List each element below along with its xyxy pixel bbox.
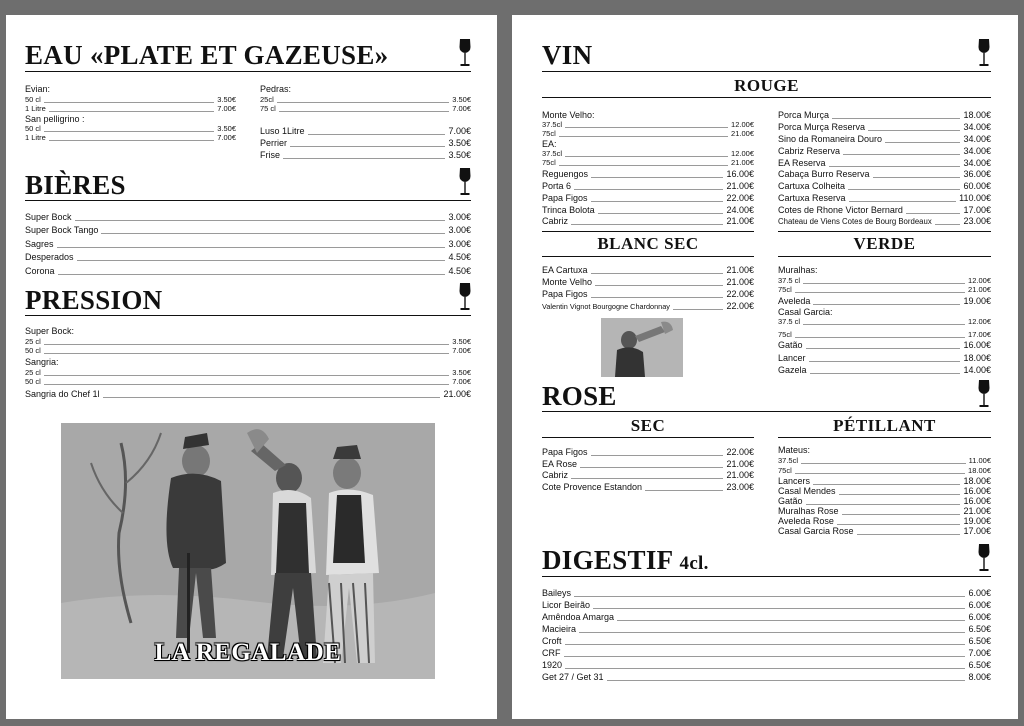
section-rule	[25, 71, 471, 72]
item-price: 21.00€	[443, 389, 471, 399]
price-row	[260, 138, 471, 149]
item-price: 18.00€	[968, 466, 991, 475]
item-name: Porca Murça Reserva	[778, 122, 866, 132]
price-row	[778, 317, 991, 326]
item-price: 21.00€	[726, 265, 754, 275]
subsection-title-petillant: PÉTILLANT	[833, 416, 936, 435]
item-price: 17.00€	[968, 330, 991, 339]
item-name: 25 cl	[25, 368, 41, 377]
item-name: Sino da Romaneira Douro	[778, 134, 883, 144]
item-name: 1920	[542, 660, 563, 670]
item-price: 3.00€	[448, 225, 471, 235]
mateus-label: Mateus:	[778, 445, 811, 455]
price-row	[25, 346, 471, 355]
item-price: 7.00€	[217, 133, 236, 142]
price-row	[542, 129, 754, 138]
section-rule	[778, 437, 991, 438]
digestif-unit: 4cl.	[679, 553, 709, 574]
price-row	[542, 612, 991, 623]
section-rule	[542, 256, 754, 257]
price-row	[25, 225, 471, 236]
wine-glass-icon	[977, 38, 991, 68]
item-price: 23.00€	[963, 216, 991, 226]
item-price: 21.00€	[731, 158, 754, 167]
menu-page-left	[6, 15, 497, 719]
item-name: Reguengos	[542, 169, 589, 179]
item-name: Cabriz	[542, 470, 569, 480]
section-title-rose: ROSE	[542, 381, 617, 411]
item-price: 12.00€	[731, 149, 754, 158]
sangria-label: Sangria:	[25, 357, 59, 367]
price-row	[542, 169, 754, 180]
item-name: Super Bock Tango	[25, 225, 99, 235]
ea-label: EA:	[542, 139, 557, 149]
section-rule	[542, 576, 991, 577]
price-row	[542, 158, 754, 167]
item-price: 21.00€	[726, 459, 754, 469]
item-name: 1 Litre	[25, 104, 46, 113]
item-name: CRF	[542, 648, 561, 658]
item-name: Licor Beirão	[542, 600, 591, 610]
price-row	[778, 526, 991, 537]
price-row	[778, 330, 991, 339]
price-row	[25, 377, 471, 386]
item-price: 34.00€	[963, 122, 991, 132]
price-row	[542, 277, 754, 288]
item-price: 7.00€	[452, 346, 471, 355]
item-price: 3.50€	[452, 368, 471, 377]
item-name: Aveleda	[778, 296, 811, 306]
price-row	[260, 104, 471, 113]
item-price: 3.00€	[448, 239, 471, 249]
item-price: 7.00€	[452, 104, 471, 113]
item-price: 12.00€	[968, 276, 991, 285]
item-name: Papa Figos	[542, 447, 588, 457]
item-name: Cartuxa Reserva	[778, 193, 846, 203]
item-name: Cote Provence Estandon	[542, 482, 643, 492]
price-row	[25, 266, 471, 277]
item-name: 37.5cl	[542, 120, 563, 129]
item-name: EA Reserva	[778, 158, 826, 168]
item-price: 21.00€	[726, 277, 754, 287]
price-row	[542, 648, 991, 659]
illustration-caption: LA REGALADE	[154, 639, 342, 666]
price-row	[542, 636, 991, 647]
price-row	[778, 456, 991, 465]
item-name: 37.5cl	[542, 149, 563, 158]
price-row	[778, 353, 991, 364]
item-price: 11.00€	[968, 456, 991, 465]
item-name: 25cl	[260, 95, 274, 104]
price-row	[778, 110, 991, 121]
price-row	[778, 466, 991, 475]
item-price: 22.00€	[726, 193, 754, 203]
section-rule	[25, 315, 471, 316]
item-name: Get 27 / Get 31	[542, 672, 604, 682]
price-row	[25, 95, 236, 104]
item-price: 24.00€	[726, 205, 754, 215]
item-price: 21.00€	[731, 129, 754, 138]
illustration-drawing	[601, 318, 683, 377]
item-name: Trinca Bolota	[542, 205, 595, 215]
price-row	[778, 285, 991, 294]
item-price: 3.50€	[448, 150, 471, 160]
item-name: 50 cl	[25, 124, 41, 133]
price-row	[542, 672, 991, 683]
wine-glass-icon	[458, 38, 472, 68]
price-row	[542, 470, 754, 481]
muralhas-label: Muralhas:	[778, 265, 818, 275]
price-row	[542, 660, 991, 671]
item-name: 75cl	[778, 330, 792, 339]
item-price: 16.00€	[963, 496, 991, 506]
casal-garcia-label: Casal Garcia:	[778, 307, 833, 317]
price-row	[25, 133, 236, 142]
item-price: 4.50€	[448, 266, 471, 276]
price-row	[542, 193, 754, 204]
price-row	[778, 193, 991, 204]
item-price: 21.00€	[726, 470, 754, 480]
san-pellegrino-label: San pelligrino :	[25, 114, 85, 124]
item-price: 18.00€	[963, 353, 991, 363]
item-price: 21.00€	[963, 506, 991, 516]
price-row	[542, 482, 754, 493]
item-name: 25 cl	[25, 337, 41, 346]
price-row	[542, 265, 754, 276]
item-name: Corona	[25, 266, 55, 276]
section-rule	[542, 411, 991, 412]
item-name: Cabaça Burro Reserva	[778, 169, 870, 179]
item-price: 6.50€	[968, 660, 991, 670]
price-row	[778, 169, 991, 180]
price-row	[25, 212, 471, 223]
item-name: Luso 1Litre	[260, 126, 305, 136]
price-row	[542, 120, 754, 129]
section-rule	[778, 231, 991, 232]
price-row	[25, 239, 471, 250]
item-price: 21.00€	[726, 181, 754, 191]
item-price: 3.00€	[448, 212, 471, 222]
item-price: 4.50€	[448, 252, 471, 262]
price-row	[25, 104, 236, 113]
price-row	[542, 205, 754, 216]
item-price: 17.00€	[963, 526, 991, 536]
digestif-title: DIGESTIF	[542, 545, 673, 575]
price-row	[25, 252, 471, 263]
price-row	[542, 289, 754, 300]
subsection-title-rouge: ROUGE	[734, 76, 799, 95]
item-price: 19.00€	[963, 296, 991, 306]
item-price: 22.00€	[726, 289, 754, 299]
item-name: 50 cl	[25, 95, 41, 104]
item-price: 6.50€	[968, 636, 991, 646]
item-name: Casal Mendes	[778, 486, 836, 496]
item-price: 7.00€	[452, 377, 471, 386]
item-name: 37.5 cl	[778, 317, 801, 326]
item-name: Lancer	[778, 353, 806, 363]
wine-glass-icon	[977, 543, 991, 573]
menu-page-right	[512, 15, 1018, 719]
item-name: 75cl	[542, 158, 556, 167]
item-name: 75 cl	[260, 104, 276, 113]
small-illustration	[601, 318, 683, 377]
item-price: 3.50€	[217, 95, 236, 104]
item-price: 18.00€	[963, 110, 991, 120]
item-name: Aveleda Rose	[778, 516, 834, 526]
price-row	[542, 301, 754, 312]
wine-glass-icon	[458, 167, 472, 197]
pedras-label: Pedras:	[260, 84, 292, 94]
item-name: Super Bock	[25, 212, 72, 222]
item-price: 34.00€	[963, 158, 991, 168]
price-row	[542, 459, 754, 470]
item-name: 1 Litre	[25, 133, 46, 142]
item-price: 7.00€	[968, 648, 991, 658]
item-name: Valentin Vignot Bourgogne Chardonnay	[542, 302, 670, 311]
item-price: 7.00€	[217, 104, 236, 113]
item-price: 3.50€	[217, 124, 236, 133]
item-name: Gazela	[778, 365, 807, 375]
item-price: 12.00€	[968, 317, 991, 326]
price-row	[778, 276, 991, 285]
price-row	[778, 205, 991, 216]
item-name: Gatão	[778, 496, 803, 506]
price-row	[778, 181, 991, 192]
item-name: Croft	[542, 636, 562, 646]
item-price: 21.00€	[726, 216, 754, 226]
item-name: Desperados	[25, 252, 74, 262]
item-name: Muralhas Rose	[778, 506, 839, 516]
section-rule	[25, 200, 471, 201]
item-price: 60.00€	[963, 181, 991, 191]
price-row	[542, 588, 991, 599]
item-price: 3.50€	[448, 138, 471, 148]
section-rule	[542, 71, 991, 72]
section-rule	[542, 97, 991, 98]
price-row	[778, 365, 991, 376]
price-row	[25, 368, 471, 377]
price-row	[542, 447, 754, 458]
item-price: 22.00€	[726, 447, 754, 457]
price-row	[542, 149, 754, 158]
item-name: Baileys	[542, 588, 572, 598]
evian-label: Evian:	[25, 84, 51, 94]
item-name: Porca Murça	[778, 110, 830, 120]
item-price: 16.00€	[963, 486, 991, 496]
item-name: Sagres	[25, 239, 54, 249]
subsection-title-sec: SEC	[630, 416, 666, 435]
item-name: Papa Figos	[542, 193, 588, 203]
item-name: 37.5cl	[778, 456, 799, 465]
item-name: Casal Garcia Rose	[778, 526, 854, 536]
item-name: Frise	[260, 150, 280, 160]
item-name: 37.5 cl	[778, 276, 801, 285]
item-price: 6.00€	[968, 600, 991, 610]
item-name: 75cl	[542, 129, 556, 138]
item-name: Lancers	[778, 476, 811, 486]
item-price: 14.00€	[963, 365, 991, 375]
item-price: 21.00€	[968, 285, 991, 294]
menu-illustration	[61, 423, 435, 679]
price-row	[260, 95, 471, 104]
price-row	[260, 150, 471, 161]
price-row	[542, 600, 991, 611]
item-price: 7.00€	[448, 126, 471, 136]
item-name: 50 cl	[25, 346, 41, 355]
price-row	[778, 216, 991, 227]
price-row	[25, 389, 471, 400]
section-rule	[778, 256, 991, 257]
price-row	[542, 181, 754, 192]
price-row	[542, 216, 754, 227]
item-name: Perrier	[260, 138, 288, 148]
monte-velho-label: Monte Velho:	[542, 110, 595, 120]
item-price: 36.00€	[963, 169, 991, 179]
item-price: 34.00€	[963, 146, 991, 156]
item-name: Cartuxa Colheita	[778, 181, 846, 191]
price-row	[778, 158, 991, 169]
item-name: 75cl	[778, 285, 792, 294]
section-title-bieres: BIÈRES	[25, 170, 126, 200]
item-price: 3.50€	[452, 95, 471, 104]
item-price: 19.00€	[963, 516, 991, 526]
item-price: 6.50€	[968, 624, 991, 634]
item-price: 34.00€	[963, 134, 991, 144]
item-price: 16.00€	[963, 340, 991, 350]
item-price: 23.00€	[726, 482, 754, 492]
wine-glass-icon	[977, 379, 991, 409]
price-row	[778, 340, 991, 351]
item-name: Chateau de Viens Cotes de Bourg Bordeaux	[778, 217, 932, 226]
super-bock-label: Super Bock:	[25, 326, 75, 336]
section-title-vin: VIN	[542, 40, 593, 70]
item-name: 75cl	[778, 466, 792, 475]
item-name: Papa Figos	[542, 289, 588, 299]
item-name: Cotes de Rhone Victor Bernard	[778, 205, 903, 215]
section-title-eau: EAU «PLATE ET GAZEUSE»	[25, 40, 389, 70]
item-name: Porta 6	[542, 181, 572, 191]
item-name: Cabriz Reserva	[778, 146, 841, 156]
price-row	[542, 624, 991, 635]
item-name: Cabriz	[542, 216, 569, 226]
item-price: 6.00€	[968, 588, 991, 598]
price-row	[25, 124, 236, 133]
item-price: 18.00€	[963, 476, 991, 486]
item-price: 16.00€	[726, 169, 754, 179]
price-row	[260, 126, 471, 137]
section-rule	[542, 231, 754, 232]
item-price: 12.00€	[731, 120, 754, 129]
price-row	[778, 134, 991, 145]
wine-glass-icon	[458, 282, 472, 312]
item-price: 110.00€	[959, 193, 991, 203]
item-name: Gatão	[778, 340, 803, 350]
item-name: EA Rose	[542, 459, 578, 469]
item-name: Amêndoa Amarga	[542, 612, 615, 622]
section-title-digestif	[542, 547, 709, 574]
section-rule	[542, 437, 754, 438]
price-row	[25, 337, 471, 346]
item-price: 3.50€	[452, 337, 471, 346]
price-row	[778, 146, 991, 157]
item-price: 17.00€	[963, 205, 991, 215]
price-row	[778, 122, 991, 133]
item-name: 50 cl	[25, 377, 41, 386]
item-price: 6.00€	[968, 612, 991, 622]
section-title-pression: PRESSION	[25, 285, 163, 315]
subsection-title-blanc-sec: BLANC SEC	[597, 234, 699, 253]
item-price: 22.00€	[726, 301, 754, 311]
item-price: 8.00€	[968, 672, 991, 682]
item-name: Macieira	[542, 624, 577, 634]
item-name: EA Cartuxa	[542, 265, 588, 275]
price-row	[778, 296, 991, 307]
subsection-title-verde: VERDE	[853, 234, 916, 253]
item-name: Sangria do Chef 1l	[25, 389, 100, 399]
item-name: Monte Velho	[542, 277, 593, 287]
